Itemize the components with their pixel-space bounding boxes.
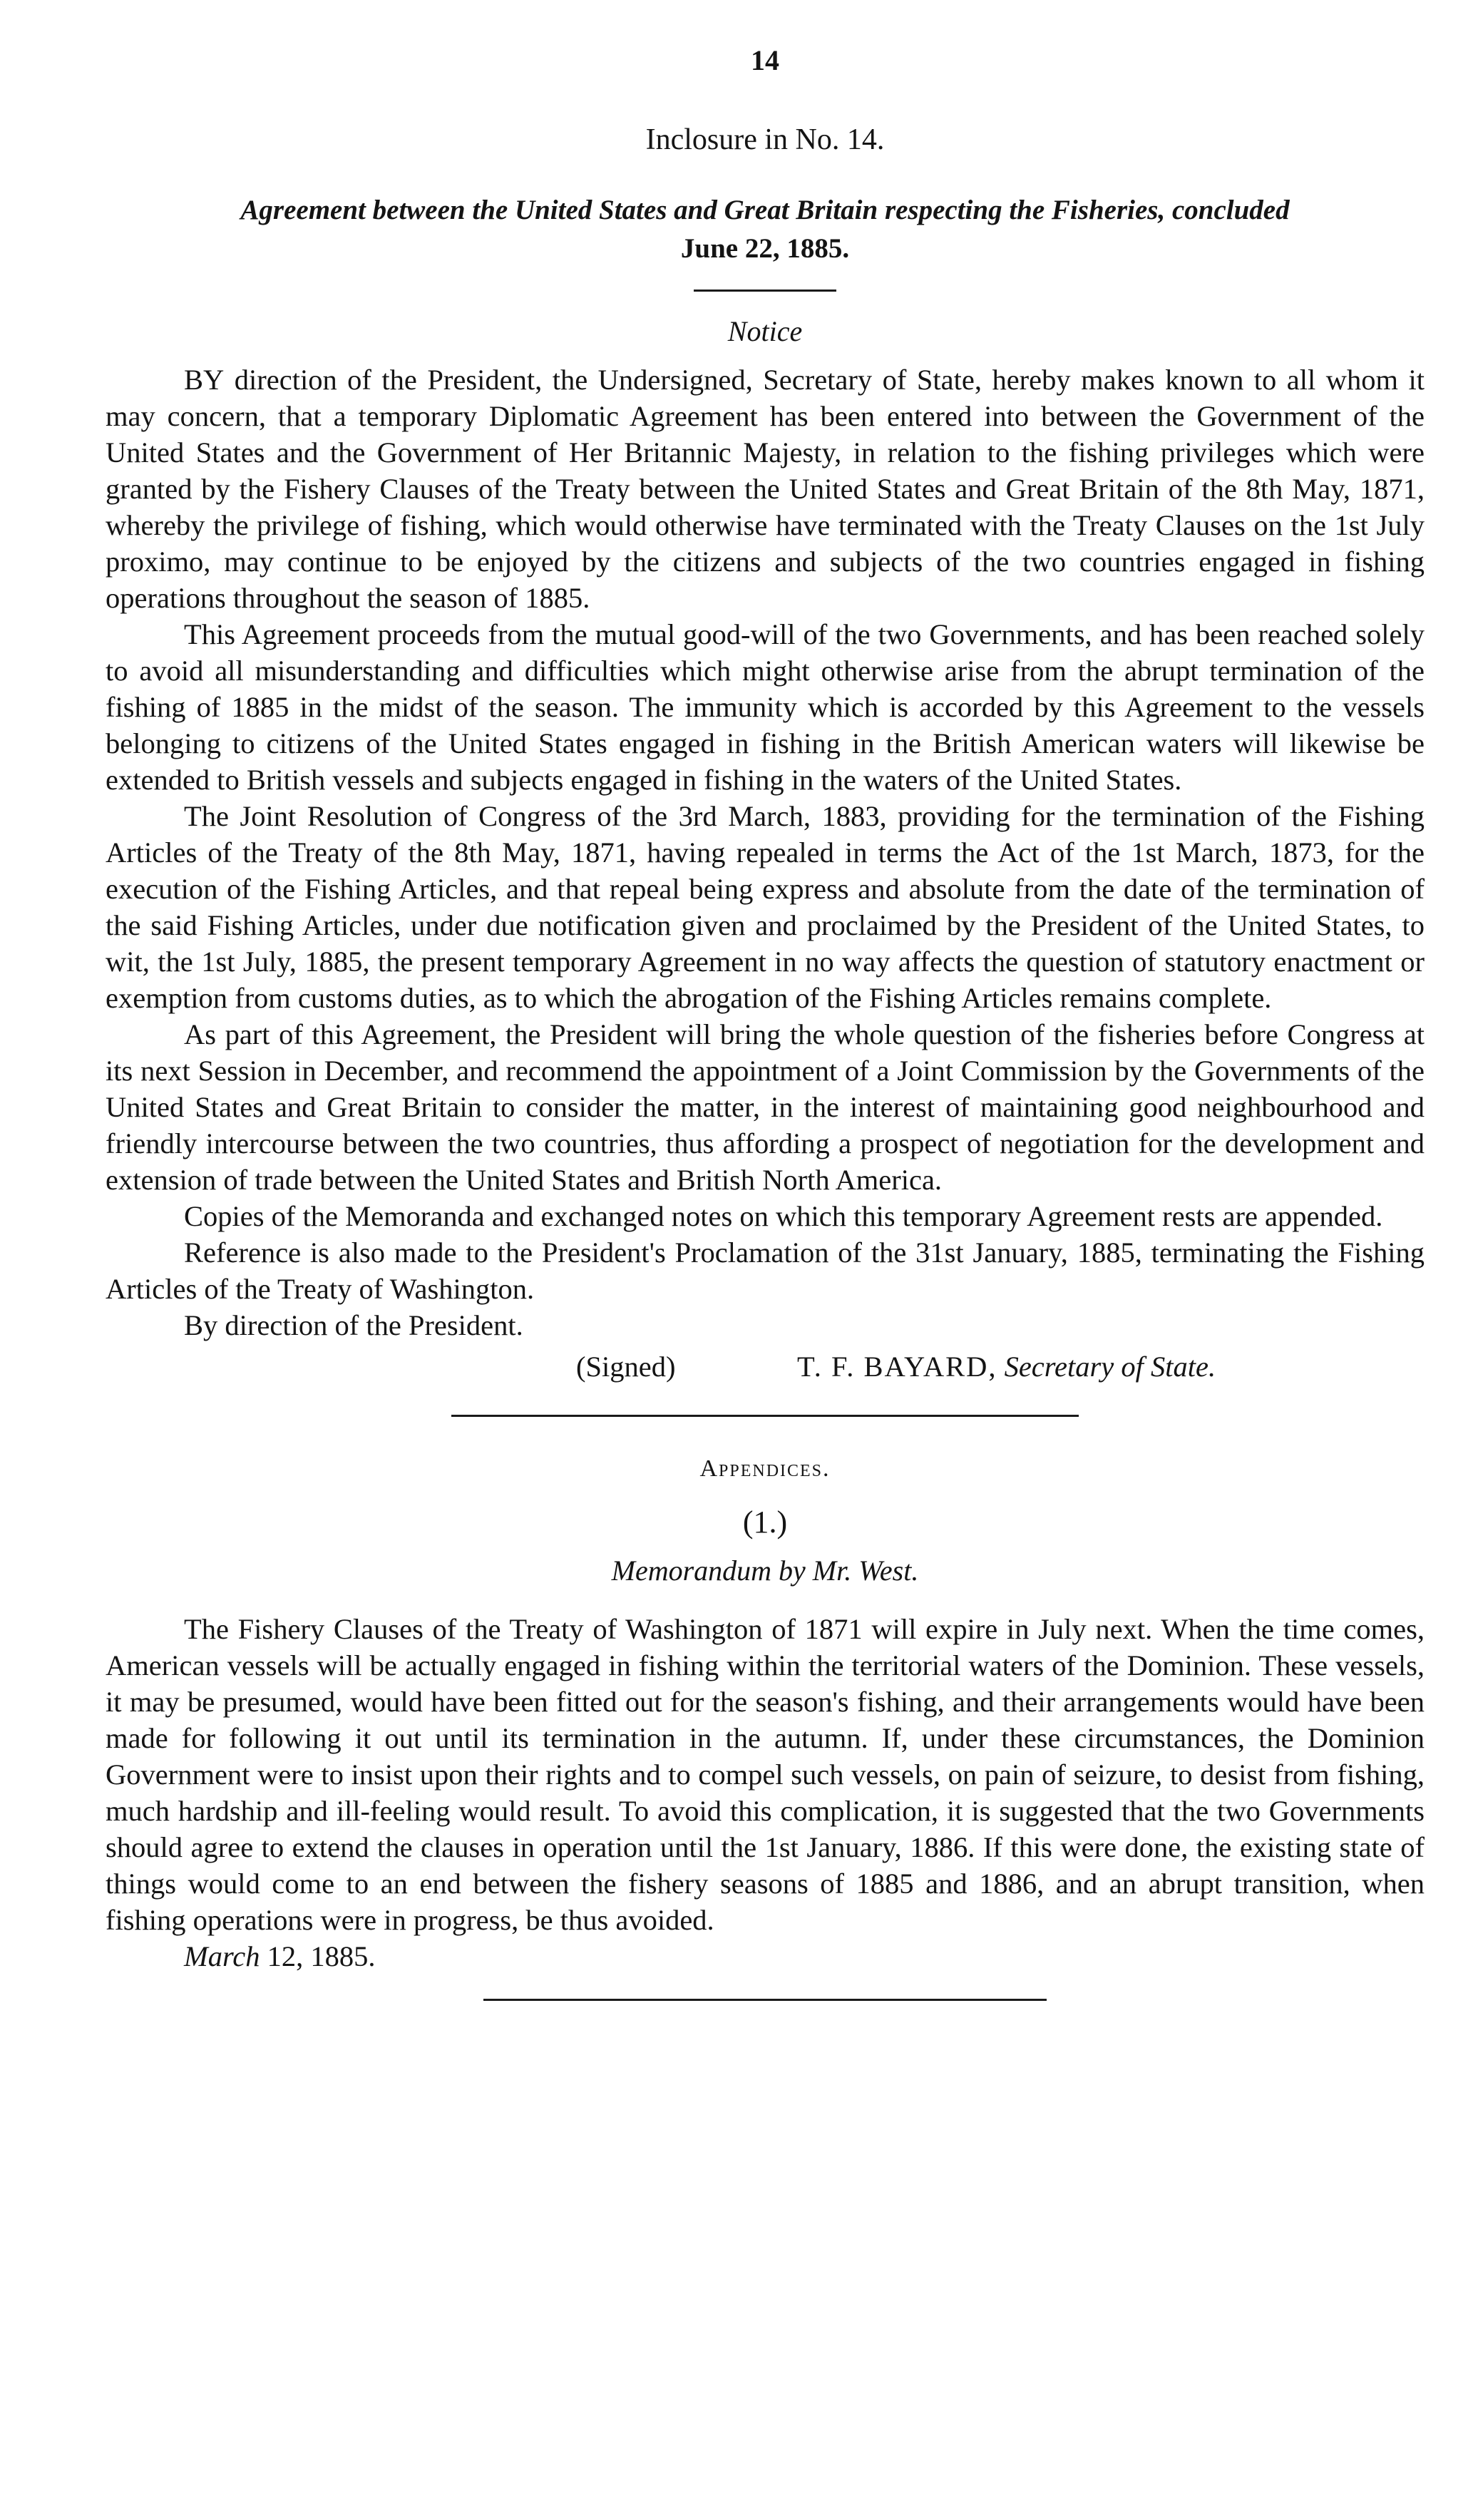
agreement-title-date: June 22, 1885. (680, 233, 850, 264)
notice-paragraph-5: Copies of the Memoranda and exchanged notes on which this temporary Agreement rests are appended. (184, 1200, 1383, 1232)
notice-paragraph-6: Reference is also made to the President's Proclamation of the 31st January, 1885, terminating the Fishing Articles of the Treaty of Washington. (106, 1236, 1425, 1305)
notice-paragraph-4: As part of this Agreement, the President will bring the whole question of the fisheries before Congress at its next Session in December, and recommend the appointment of a Joint Commission by the Governments of the United States and Great Britain to consider the matter, in the interest of maintaining good neighbourhood and friendly intercourse between the two countries, thus affording a prospect of negotiation for the development and extension of trade between the United States and British North America. (106, 1018, 1425, 1196)
inclosure-heading: Inclosure in No. 14. (645, 123, 885, 156)
divider-short (694, 290, 836, 292)
page-number: 14 (751, 44, 779, 76)
memorandum-date (106, 1938, 1425, 1974)
memorandum-date-month: March (184, 1940, 260, 1972)
notice-paragraph-3: The Joint Resolution of Congress of the 3rd March, 1883, providing for the termination of the Fishing Articles of the Treaty of the 8th May, 1871, having repealed in terms the Act of the 1st March, 1873, for the execution of the Fishing Articles, and that repeal being express and absolute from the date of the termination of the said Fishing Articles, under due notification given and proclaimed by the President of the United States, to wit, the 1st July, 1885, the present temporary Agreement in no way affects the question of statutory enactment or exemption from customs duties, as to which the abrogation of the Fishing Articles remains complete. (106, 800, 1425, 1014)
appendix-number: (1.) (742, 1505, 788, 1540)
notice-heading: Notice (727, 315, 803, 347)
agreement-title-main: Agreement between the United States and Great Britain respecting the Fisheries, concluded (240, 195, 1290, 225)
signature-signed: (Signed) (576, 1351, 676, 1383)
notice-first-word: BY (184, 364, 225, 396)
agreement-title (106, 191, 1425, 268)
signature-line (106, 1348, 1425, 1386)
signature-name: T. F. BAYARD, (797, 1351, 997, 1383)
memorandum-text: The Fishery Clauses of the Treaty of Washington of 1871 will expire in July next. When the time comes, American vessels will be actually engaged in fishing within the territorial waters of the Dominion. These vessels, it may be presumed, would have been fitted out for the season's fishing, and their arrangements would have been made for following it out until its termination in the autumn. If, under these circumstances, the Dominion Government were to insist upon their rights and to compel such vessels, on pain of seizure, to desist from fishing, much hardship and ill-feeling would result. To avoid this complication, it is suggested that the two Governments should agree to extend the clauses in operation until the 1st January, 1886. If this were done, the existing state of things would come to an end between the fishery seasons of 1885 and 1886, and an abrupt transition, when fishing operations were in progress, be thus avoided. (106, 1613, 1425, 1936)
divider-end (483, 1999, 1047, 2001)
appendices-heading: Appendices. (699, 1455, 831, 1482)
document-page (106, 43, 1425, 2001)
divider-long (451, 1415, 1079, 1417)
notice-paragraph-1 (106, 362, 1425, 616)
memorandum-heading: Memorandum by Mr. West. (611, 1554, 919, 1587)
signature-title: Secretary of State. (1004, 1351, 1216, 1383)
memorandum-date-rest: 12, 1885. (260, 1940, 376, 1972)
notice-paragraph-2: This Agreement proceeds from the mutual good-will of the two Governments, and has been reached solely to avoid all misunderstanding and difficulties which might otherwise arise from the abrupt termination of the fishing of 1885 in the midst of the season. The immunity which is accorded by this Agreement to the vessels belonging to citizens of the United States engaged in fishing in the British American waters will likewise be extended to British vessels and subjects engaged in fishing in the waters of the United States. (106, 618, 1425, 796)
notice-paragraph-1-text: direction of the President, the Undersigned, Secretary of State, hereby makes known to all whom it may concern, that a temporary Diplomatic Agreement has been entered into between the Government of the United States and the Government of Her Britannic Majesty, in relation to the fishing privileges which were granted by the Fishery Clauses of the Treaty between the United States and Great Britain of the 8th May, 1871, whereby the privilege of fishing, which would otherwise have terminated with the Treaty Clauses on the 1st July proximo, may continue to be enjoyed by the citizens and subjects of the two countries engaged in fishing operations throughout the season of 1885. (106, 364, 1425, 614)
notice-signoff: By direction of the President. (184, 1309, 523, 1341)
